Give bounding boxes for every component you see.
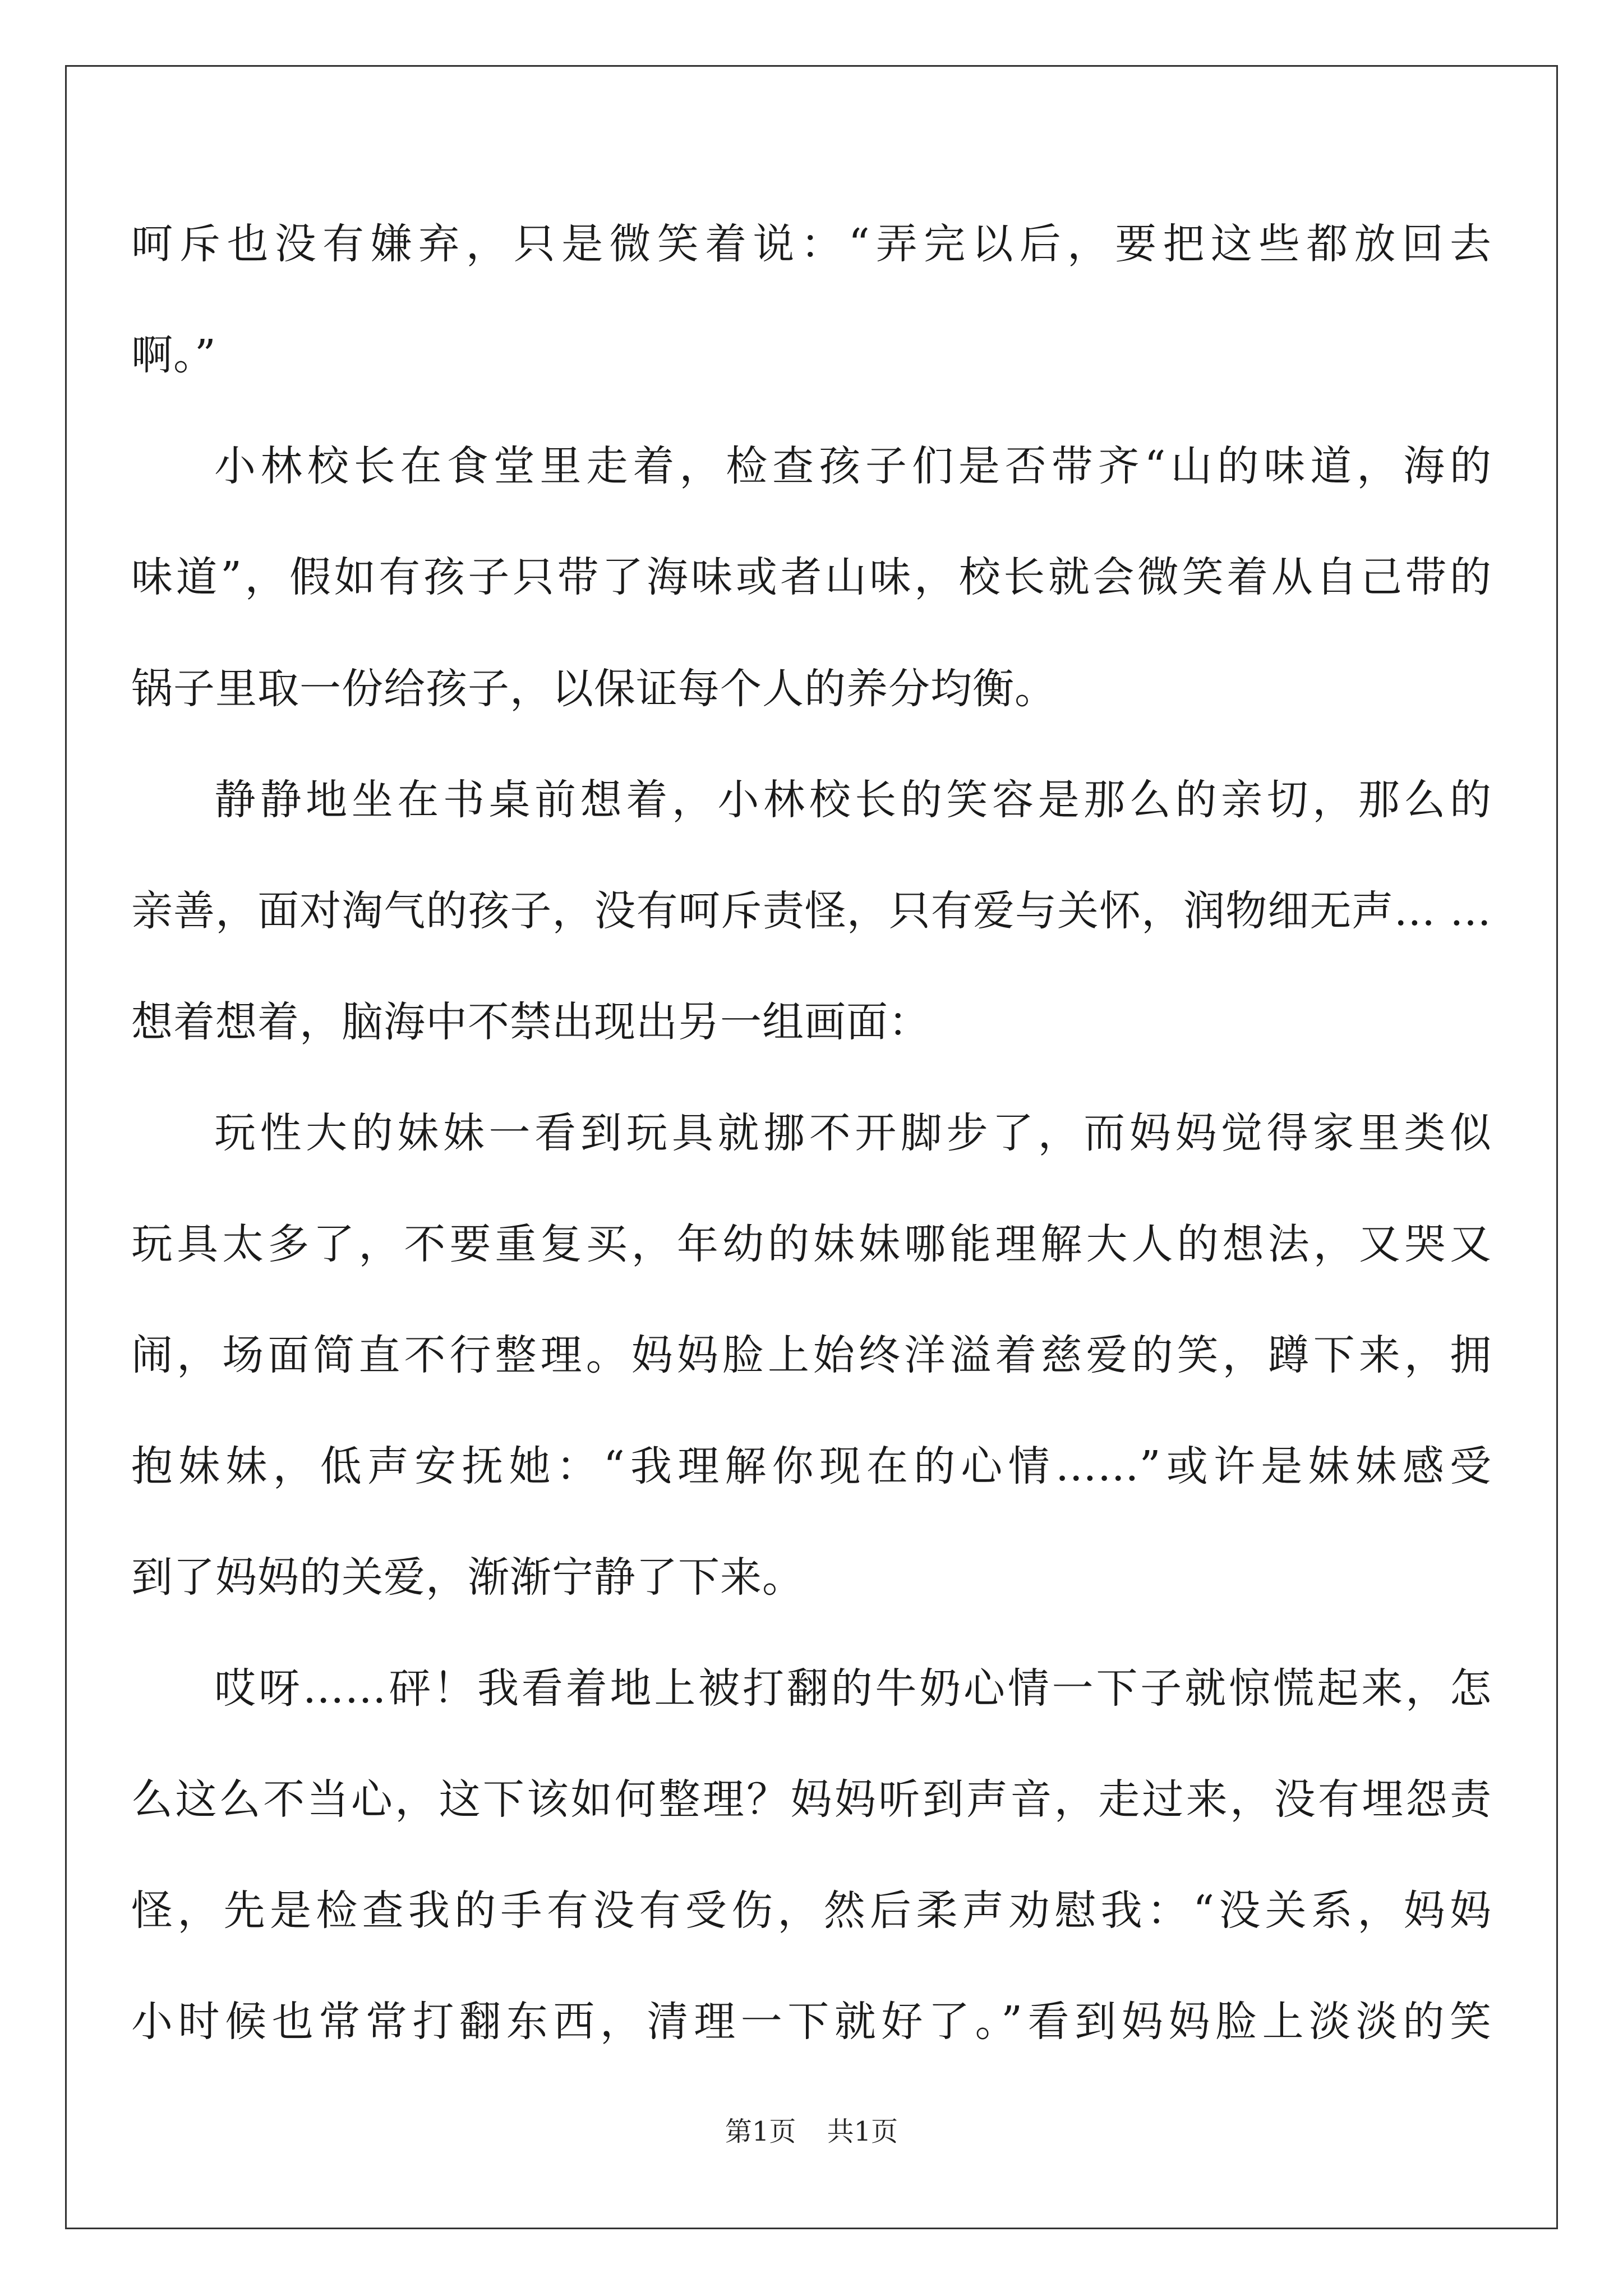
text-line: 怪，先是检查我的手有没有受伤，然后柔声劝慰我：“没关系，妈妈	[131, 1887, 1492, 1935]
page-number: 第1页	[725, 2116, 796, 2147]
text-line: 想着想着，脑海中不禁出现出另一组画面：	[131, 998, 930, 1046]
text-line: 锅子里取一份给孩子，以保证每个人的养分均衡。	[131, 665, 1057, 713]
text-line: 到了妈妈的关爱，渐渐宁静了下来。	[131, 1553, 804, 1602]
paragraph-start-line: 静静地坐在书桌前想着，小林校长的笑容是那么的亲切，那么的	[214, 776, 1492, 824]
text-line: 抱妹妹，低声安抚她：“我理解你现在的心情……”或许是妹妹感受	[131, 1442, 1492, 1490]
paragraph-start-line: 哎呀……砰！我看着地上被打翻的牛奶心情一下子就惊慌起来，怎	[214, 1664, 1492, 1713]
paragraph-start-line: 玩性大的妹妹一看到玩具就挪不开脚步了，而妈妈觉得家里类似	[214, 1109, 1492, 1157]
text-line: 亲善，面对淘气的孩子，没有呵斥责怪，只有爱与关怀，润物细无声… …	[131, 887, 1492, 935]
text-line: 小时候也常常打翻东西，清理一下就好了。”看到妈妈脸上淡淡的笑	[131, 1998, 1492, 2046]
text-line: 味道”，假如有孩子只带了海味或者山味，校长就会微笑着从自己带的	[131, 553, 1492, 601]
paragraph-start-line: 小林校长在食堂里走着，检查孩子们是否带齐“山的味道，海的	[214, 442, 1492, 490]
text-line: 么这么不当心，这下该如何整理？妈妈听到声音，走过来，没有埋怨责	[131, 1775, 1492, 1824]
text-line: 啊。”	[131, 331, 216, 379]
text-line: 闹，场面简直不行整理。妈妈脸上始终洋溢着慈爱的笑，蹲下来，拥	[131, 1331, 1492, 1379]
text-line: 玩具太多了，不要重复买，年幼的妹妹哪能理解大人的想法，又哭又	[131, 1220, 1492, 1268]
text-line: 呵斥也没有嫌弃，只是微笑着说：“弄完以后，要把这些都放回去	[131, 220, 1492, 268]
page-total: 共1页	[827, 2116, 898, 2147]
page-footer	[0, 2115, 1623, 2148]
